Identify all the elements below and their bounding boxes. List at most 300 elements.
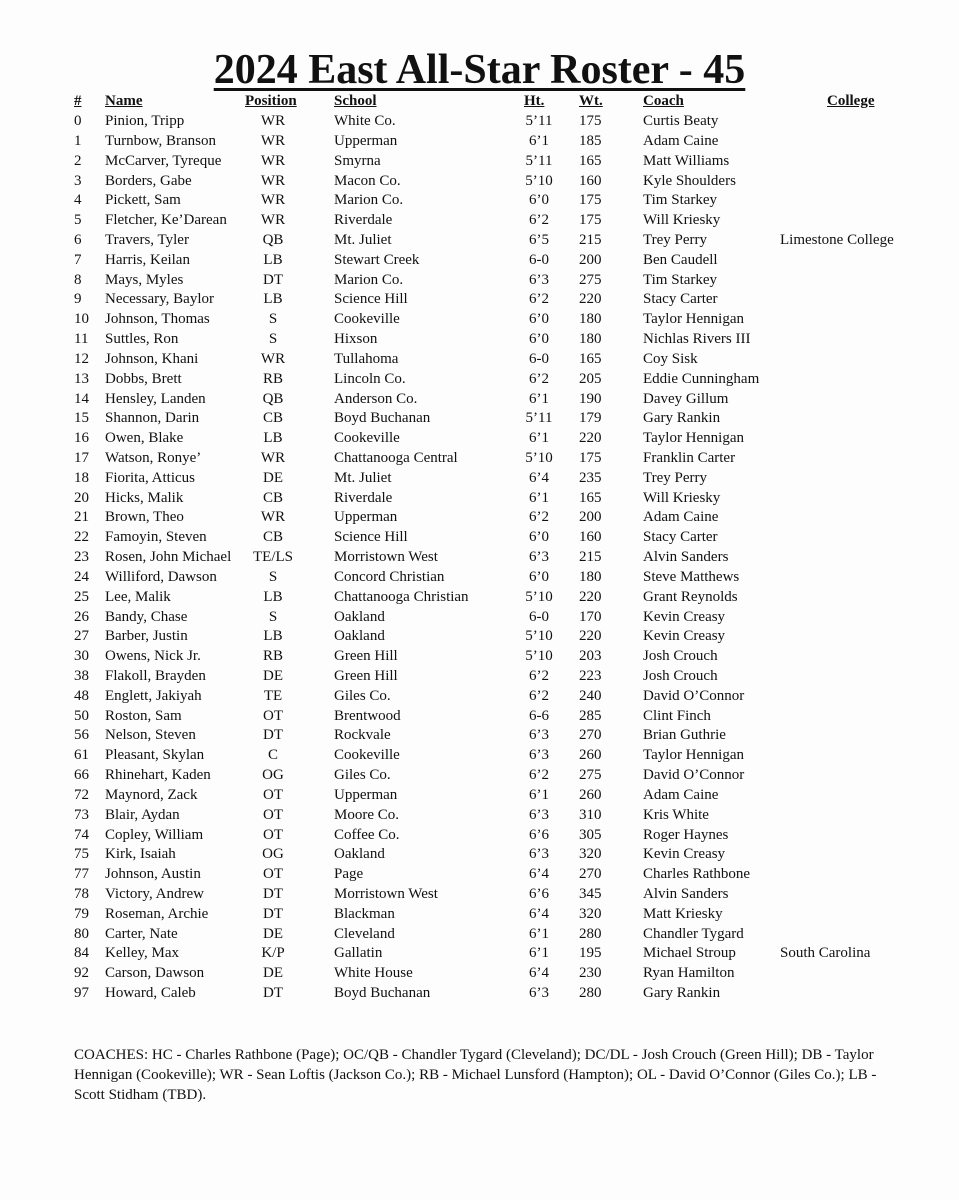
player-number: 18 xyxy=(74,469,89,486)
player-height: 6’5 xyxy=(529,231,549,248)
player-position: LB xyxy=(263,430,283,447)
player-weight: 175 xyxy=(579,449,602,466)
player-weight: 190 xyxy=(579,390,602,407)
player-position: OT xyxy=(263,826,283,843)
player-school: Mt. Juliet xyxy=(334,231,392,248)
player-coach: Gary Rankin xyxy=(643,985,721,1002)
player-school: Upperman xyxy=(334,786,398,803)
player-position: QB xyxy=(262,390,284,407)
player-position: CB xyxy=(262,489,283,506)
player-name: Pleasant, Skylan xyxy=(105,747,205,764)
player-school: Green Hill xyxy=(334,668,398,684)
player-name: Copley, William xyxy=(105,826,204,843)
player-number: 25 xyxy=(74,588,89,605)
player-coach: Alvin Sanders xyxy=(643,549,729,565)
player-height: 6’1 xyxy=(529,390,549,407)
player-number: 24 xyxy=(74,568,89,585)
player-school: Riverdale xyxy=(334,489,393,506)
player-school: Marion Co. xyxy=(334,271,404,288)
player-height: 6-0 xyxy=(529,608,549,625)
player-coach: Nichlas Rivers III xyxy=(643,331,751,347)
player-weight: 175 xyxy=(579,212,602,229)
player-name: Pinion, Tripp xyxy=(105,113,185,129)
player-name: Fletcher, Ke’Darean xyxy=(105,212,227,229)
player-coach: Curtis Beaty xyxy=(643,113,719,129)
player-name: Suttles, Ron xyxy=(105,331,179,347)
player-number: 15 xyxy=(74,410,89,427)
player-position: WR xyxy=(260,350,286,367)
player-number: 30 xyxy=(74,648,89,665)
player-name: Roseman, Archie xyxy=(105,905,209,922)
player-height: 6’4 xyxy=(529,469,549,486)
player-school: Cookeville xyxy=(334,747,400,764)
player-weight: 165 xyxy=(579,489,602,506)
player-height: 6’1 xyxy=(529,132,549,149)
player-school: Oakland xyxy=(334,846,385,863)
player-weight: 185 xyxy=(579,132,602,149)
player-height: 6’2 xyxy=(529,291,549,308)
player-school: Chattanooga Christian xyxy=(334,588,469,605)
player-school: Oakland xyxy=(334,608,385,625)
player-number: 7 xyxy=(74,251,82,268)
player-coach: Adam Caine xyxy=(643,509,719,526)
player-position: CB xyxy=(262,529,283,546)
player-position: DE xyxy=(263,925,283,942)
player-name: Owen, Blake xyxy=(105,430,184,447)
player-school: Upperman xyxy=(334,509,398,526)
player-height: 5’11 xyxy=(525,113,553,129)
player-coach: Michael Stroup xyxy=(643,945,736,962)
player-coach: Stacy Carter xyxy=(643,291,718,308)
player-weight: 275 xyxy=(579,271,602,288)
player-name: Maynord, Zack xyxy=(105,786,198,803)
player-position: RB xyxy=(262,648,283,665)
player-height: 5’11 xyxy=(525,410,553,427)
player-coach: Kyle Shoulders xyxy=(643,172,736,189)
player-number: 56 xyxy=(74,727,89,744)
player-number: 17 xyxy=(74,449,89,466)
player-coach: Matt Williams xyxy=(643,152,730,169)
player-name: Bandy, Chase xyxy=(105,608,188,625)
player-coach: Taylor Hennigan xyxy=(643,430,745,447)
player-name: Johnson, Thomas xyxy=(105,311,210,328)
player-height: 6’1 xyxy=(529,430,549,447)
player-school: Cookeville xyxy=(334,430,400,447)
player-school: Lincoln Co. xyxy=(334,370,406,387)
player-number: 2 xyxy=(74,152,82,169)
player-height: 6’1 xyxy=(529,489,549,506)
player-school: Chattanooga Central xyxy=(334,449,458,466)
player-coach: Trey Perry xyxy=(643,469,708,486)
player-height: 6’0 xyxy=(529,529,549,546)
player-coach: Trey Perry xyxy=(643,231,708,248)
player-position: WR xyxy=(260,509,286,526)
page-title: 2024 East All-Star Roster - 45 xyxy=(213,47,746,93)
player-coach: Tim Starkey xyxy=(643,271,718,288)
player-weight: 215 xyxy=(579,549,602,565)
player-height: 6’3 xyxy=(529,846,549,863)
player-height: 6’1 xyxy=(529,945,549,962)
player-weight: 175 xyxy=(579,192,602,209)
player-number: 10 xyxy=(74,311,89,328)
player-height: 6-6 xyxy=(529,707,549,724)
player-number: 14 xyxy=(74,390,89,407)
player-school: Science Hill xyxy=(334,529,408,546)
player-coach: Stacy Carter xyxy=(643,529,718,546)
player-position: DE xyxy=(263,469,283,486)
player-weight: 180 xyxy=(579,568,602,585)
player-position: DT xyxy=(263,727,283,744)
header-school: School xyxy=(334,93,377,109)
header-number: # xyxy=(74,93,82,109)
player-school: Science Hill xyxy=(334,291,408,308)
player-name: Hensley, Landen xyxy=(105,390,206,407)
player-number: 66 xyxy=(74,767,89,784)
player-name: Lee, Malik xyxy=(105,588,171,605)
header-height: Ht. xyxy=(524,93,545,109)
player-number: 75 xyxy=(74,846,89,863)
player-position: RB xyxy=(262,370,283,387)
player-name: Mays, Myles xyxy=(105,271,184,288)
player-height: 6’1 xyxy=(529,925,549,942)
player-weight: 285 xyxy=(579,707,602,724)
player-school: Boyd Buchanan xyxy=(334,985,431,1002)
player-school: Boyd Buchanan xyxy=(334,410,431,427)
player-position: OT xyxy=(263,707,283,724)
player-college: South Carolina xyxy=(780,945,871,962)
player-number: 97 xyxy=(74,985,89,1002)
player-position: DE xyxy=(263,965,283,982)
player-number: 9 xyxy=(74,291,82,308)
player-school: White House xyxy=(334,965,413,982)
player-name: Owens, Nick Jr. xyxy=(105,648,201,665)
player-coach: Steve Matthews xyxy=(643,568,740,585)
player-number: 50 xyxy=(74,707,89,724)
player-height: 6’6 xyxy=(529,886,549,902)
player-name: Johnson, Khani xyxy=(105,350,199,367)
player-weight: 280 xyxy=(579,985,602,1002)
player-weight: 200 xyxy=(579,509,602,526)
player-weight: 240 xyxy=(579,687,602,704)
player-number: 11 xyxy=(74,331,89,347)
player-name: Fiorita, Atticus xyxy=(105,469,195,486)
player-weight: 180 xyxy=(579,311,602,328)
player-name: Englett, Jakiyah xyxy=(105,687,202,704)
player-weight: 165 xyxy=(579,350,602,367)
player-coach: Will Kriesky xyxy=(643,212,721,229)
player-number: 1 xyxy=(74,132,82,149)
player-school: Morristown West xyxy=(334,886,438,902)
player-height: 6’2 xyxy=(529,687,549,704)
player-weight: 179 xyxy=(579,410,602,427)
player-coach: Chandler Tygard xyxy=(643,925,744,942)
player-weight: 220 xyxy=(579,628,602,645)
player-coach: Josh Crouch xyxy=(643,648,718,665)
player-number: 92 xyxy=(74,965,89,982)
player-school: Tullahoma xyxy=(334,350,399,367)
player-school: Cleveland xyxy=(334,925,395,942)
player-coach: Davey Gillum xyxy=(643,390,729,407)
player-weight: 345 xyxy=(579,886,602,902)
player-name: Pickett, Sam xyxy=(105,192,181,209)
player-position: WR xyxy=(260,113,286,129)
player-weight: 220 xyxy=(579,588,602,605)
player-weight: 160 xyxy=(579,529,602,546)
player-number: 8 xyxy=(74,271,82,288)
player-college: Limestone College xyxy=(780,231,894,248)
player-school: Rockvale xyxy=(334,727,391,744)
player-height: 6’0 xyxy=(529,568,549,585)
player-position: K/P xyxy=(261,945,285,962)
player-position: CB xyxy=(262,410,283,427)
player-height: 6’3 xyxy=(529,806,549,823)
player-position: WR xyxy=(260,152,286,169)
player-number: 23 xyxy=(74,549,89,565)
player-weight: 270 xyxy=(579,866,602,883)
player-position: TE/LS xyxy=(253,549,293,565)
player-coach: Kevin Creasy xyxy=(643,628,726,645)
player-school: Hixson xyxy=(334,331,378,347)
player-school: Brentwood xyxy=(334,707,401,724)
player-name: Rhinehart, Kaden xyxy=(105,767,211,784)
player-number: 0 xyxy=(74,113,82,129)
player-weight: 165 xyxy=(579,152,602,169)
player-name: Flakoll, Brayden xyxy=(105,668,206,684)
header-college: College xyxy=(827,93,875,109)
player-coach: Clint Finch xyxy=(643,707,711,724)
player-height: 5’10 xyxy=(525,172,553,189)
player-name: Victory, Andrew xyxy=(105,886,204,902)
player-position: WR xyxy=(260,172,286,189)
player-weight: 170 xyxy=(579,608,602,625)
player-school: Coffee Co. xyxy=(334,826,400,843)
player-coach: Ben Caudell xyxy=(643,251,718,268)
player-name: Carter, Nate xyxy=(105,925,178,942)
player-weight: 235 xyxy=(579,469,602,486)
player-position: LB xyxy=(263,588,283,605)
player-number: 73 xyxy=(74,806,89,823)
player-coach: Alvin Sanders xyxy=(643,886,729,902)
player-height: 6’4 xyxy=(529,866,549,883)
player-height: 6’3 xyxy=(529,549,549,565)
player-coach: Charles Rathbone xyxy=(643,866,751,883)
player-position: S xyxy=(268,608,278,625)
player-position: DT xyxy=(263,985,283,1002)
player-number: 3 xyxy=(74,172,82,189)
header-coach: Coach xyxy=(643,93,684,109)
player-school: Oakland xyxy=(334,628,385,645)
player-name: Harris, Keilan xyxy=(105,251,190,268)
player-weight: 230 xyxy=(579,965,602,982)
player-coach: David O’Connor xyxy=(643,687,745,704)
player-number: 5 xyxy=(74,212,82,229)
player-number: 79 xyxy=(74,905,89,922)
player-name: Hicks, Malik xyxy=(105,489,184,506)
player-school: Concord Christian xyxy=(334,568,445,585)
player-weight: 200 xyxy=(579,251,602,268)
player-school: Giles Co. xyxy=(334,767,391,784)
player-height: 6’2 xyxy=(529,509,549,526)
player-name: Turnbow, Branson xyxy=(105,132,216,149)
player-school: Anderson Co. xyxy=(334,390,418,407)
player-name: Watson, Ronye’ xyxy=(105,449,202,466)
player-weight: 180 xyxy=(579,331,602,347)
player-name: Roston, Sam xyxy=(105,707,182,724)
player-position: DT xyxy=(263,271,283,288)
player-school: Giles Co. xyxy=(334,687,391,704)
player-coach: Gary Rankin xyxy=(643,410,721,427)
player-weight: 195 xyxy=(579,945,602,962)
player-number: 13 xyxy=(74,370,89,387)
player-height: 6’0 xyxy=(529,331,549,347)
player-coach: Eddie Cunningham xyxy=(643,370,760,387)
player-school: Riverdale xyxy=(334,212,393,229)
player-school: Green Hill xyxy=(334,648,398,665)
player-number: 26 xyxy=(74,608,89,625)
player-school: Macon Co. xyxy=(334,172,401,189)
player-number: 21 xyxy=(74,509,89,526)
player-height: 6-0 xyxy=(529,251,549,268)
player-school: Mt. Juliet xyxy=(334,469,392,486)
player-weight: 220 xyxy=(579,430,602,447)
player-position: WR xyxy=(260,132,286,149)
player-position: LB xyxy=(263,628,283,645)
player-weight: 223 xyxy=(579,668,602,684)
player-height: 6’1 xyxy=(529,786,549,803)
player-number: 22 xyxy=(74,529,89,546)
player-name: Borders, Gabe xyxy=(105,172,192,189)
player-number: 80 xyxy=(74,925,89,942)
player-school: Cookeville xyxy=(334,311,400,328)
player-coach: Ryan Hamilton xyxy=(643,965,735,982)
player-height: 5’11 xyxy=(525,152,553,169)
player-position: S xyxy=(268,311,278,328)
player-height: 6’4 xyxy=(529,905,549,922)
player-coach: Grant Reynolds xyxy=(643,588,738,605)
coaches-footer: COACHES: HC - Charles Rathbone (Page); OC/QB - Chandler Tygard (Cleveland); DC/DL - Josh Crouch (Green Hill); DB - Taylor Hennigan (Cookeville); WR - Sean Loftis (Jackson Co.); RB - Michael Lunsford (Hampton); OL - David O’Connor (Giles Co.); LB - Scott Stidham (TBD). xyxy=(74,1047,877,1103)
player-weight: 203 xyxy=(579,648,602,665)
player-name: Howard, Caleb xyxy=(105,985,196,1002)
player-name: Necessary, Baylor xyxy=(105,291,214,308)
player-name: Famoyin, Steven xyxy=(105,529,207,546)
player-name: Barber, Justin xyxy=(105,628,188,645)
player-school: Upperman xyxy=(334,132,398,149)
player-name: Blair, Aydan xyxy=(105,806,180,823)
player-name: Dobbs, Brett xyxy=(105,370,182,387)
player-number: 61 xyxy=(74,747,89,764)
player-school: Gallatin xyxy=(334,945,383,962)
player-school: Smyrna xyxy=(334,152,381,169)
player-height: 6’3 xyxy=(529,747,549,764)
player-weight: 260 xyxy=(579,786,602,803)
player-weight: 320 xyxy=(579,846,602,863)
player-name: Shannon, Darin xyxy=(105,410,200,427)
player-weight: 220 xyxy=(579,291,602,308)
player-weight: 175 xyxy=(579,113,602,129)
player-position: DT xyxy=(263,886,283,902)
player-number: 12 xyxy=(74,350,89,367)
player-school: White Co. xyxy=(334,113,396,129)
player-number: 78 xyxy=(74,886,89,902)
player-number: 74 xyxy=(74,826,89,843)
player-number: 6 xyxy=(74,231,82,248)
player-number: 4 xyxy=(74,192,82,209)
player-name: McCarver, Tyreque xyxy=(105,152,222,169)
player-position: QB xyxy=(262,231,284,248)
header-name: Name xyxy=(105,93,143,109)
player-weight: 310 xyxy=(579,806,602,823)
player-position: LB xyxy=(263,251,283,268)
player-position: OT xyxy=(263,806,283,823)
player-number: 16 xyxy=(74,430,89,447)
player-position: WR xyxy=(260,212,286,229)
player-number: 72 xyxy=(74,786,89,803)
player-height: 6’0 xyxy=(529,311,549,328)
player-height: 6’2 xyxy=(529,212,549,229)
player-school: Morristown West xyxy=(334,549,438,565)
player-number: 38 xyxy=(74,668,89,684)
player-position: OG xyxy=(262,846,284,863)
player-number: 77 xyxy=(74,866,89,883)
player-height: 6’3 xyxy=(529,271,549,288)
player-name: Johnson, Austin xyxy=(105,866,201,883)
player-height: 5’10 xyxy=(525,648,553,665)
player-name: Kelley, Max xyxy=(105,945,180,962)
player-weight: 205 xyxy=(579,370,602,387)
player-coach: Matt Kriesky xyxy=(643,905,723,922)
player-height: 6’0 xyxy=(529,192,549,209)
player-position: OT xyxy=(263,866,283,883)
header-position: Position xyxy=(245,93,297,109)
player-coach: Taylor Hennigan xyxy=(643,747,745,764)
player-name: Williford, Dawson xyxy=(105,568,217,585)
player-school: Moore Co. xyxy=(334,806,399,823)
player-coach: Brian Guthrie xyxy=(643,727,726,744)
player-weight: 275 xyxy=(579,767,602,784)
player-coach: Roger Haynes xyxy=(643,826,729,843)
player-height: 6’2 xyxy=(529,370,549,387)
player-name: Carson, Dawson xyxy=(105,965,205,982)
player-number: 84 xyxy=(74,945,89,962)
player-height: 6’2 xyxy=(529,767,549,784)
player-name: Nelson, Steven xyxy=(105,727,196,744)
player-coach: Adam Caine xyxy=(643,132,719,149)
player-height: 6’6 xyxy=(529,826,549,843)
player-position: C xyxy=(267,747,278,764)
player-coach: Kevin Creasy xyxy=(643,846,726,863)
player-height: 6’2 xyxy=(529,668,549,684)
player-weight: 305 xyxy=(579,826,602,843)
player-position: DT xyxy=(263,905,283,922)
player-number: 48 xyxy=(74,687,89,704)
player-name: Brown, Theo xyxy=(105,509,184,526)
player-position: WR xyxy=(260,449,286,466)
player-weight: 215 xyxy=(579,231,602,248)
player-school: Blackman xyxy=(334,905,395,922)
player-height: 6’3 xyxy=(529,727,549,744)
player-coach: David O’Connor xyxy=(643,767,745,784)
player-coach: Taylor Hennigan xyxy=(643,311,745,328)
player-school: Page xyxy=(334,866,364,883)
player-height: 6’3 xyxy=(529,985,549,1002)
player-coach: Tim Starkey xyxy=(643,192,718,209)
player-height: 6’4 xyxy=(529,965,549,982)
player-height: 6-0 xyxy=(529,350,549,367)
player-position: DE xyxy=(263,668,283,684)
player-position: S xyxy=(268,568,278,585)
player-coach: Will Kriesky xyxy=(643,489,721,506)
player-coach: Franklin Carter xyxy=(643,449,736,466)
